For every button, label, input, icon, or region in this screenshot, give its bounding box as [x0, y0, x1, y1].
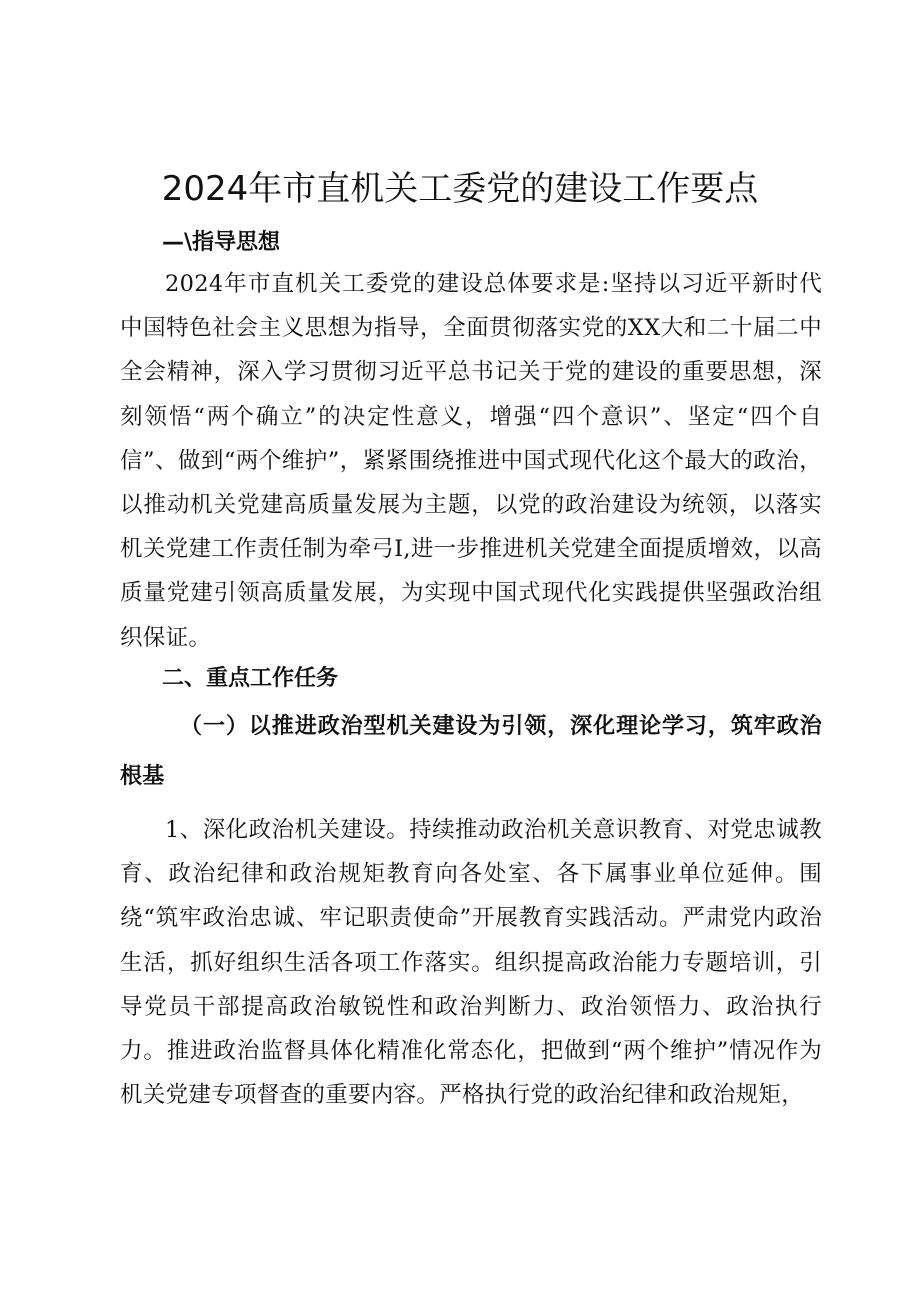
subsection-heading-political-organs: （一）以推进政治型机关建设为引领，深化理论学习，筑牢政治根基: [120, 714, 822, 789]
item-1-paragraph: 1、深化政治机关建设。持续推动政治机关意识教育、对党忠诚教育、政治纪律和政治规矩教育向各处室、各下属事业单位延伸。围绕“筑牢政治忠诚、牢记职责使命”开展教育实践活动。严肃党内政治生活，抓好组织生活各项工作落实。组织提高政治能力专题培训，引导党员干部提高政治敏锐性和政治判断力、政治领悟力、政治执行力。推进政治监督具体化精准化常态化，把做到“两个维护”情况作为机关党建专项督查的重要内容。严格执行党的政治纪律和政治规矩，: [120, 817, 822, 1109]
section-heading-key-tasks: 二、重点工作任务: [162, 666, 339, 691]
document-title: 2024年市直机关工委党的建设工作要点: [161, 169, 759, 209]
guiding-ideology-paragraph: 2024年市直机关工委党的建设总体要求是:坚持以习近平新时代中国特色社会主义思想为指导，全面贯彻落实党的XX大和二十届二中全会精神，深入学习贯彻习近平总书记关于党的建设的重要思想，深刻领悟“两个确立”的决定性意义，增强“四个意识”、坚定“四个自信”、做到“两个维护”，紧紧围绕推进中国式现代化这个最大的政治，以推动机关党建高质量发展为主题，以党的政治建设为统领，以落实机关党建工作责任制为牵弓I,进一步推进机关党建全面提质增效，以高质量党建引领高质量发展，为实现中国式现代化实践提供坚强政治组织保证。: [120, 271, 822, 651]
section-heading-guiding-ideology: —\指导思想: [162, 230, 281, 255]
